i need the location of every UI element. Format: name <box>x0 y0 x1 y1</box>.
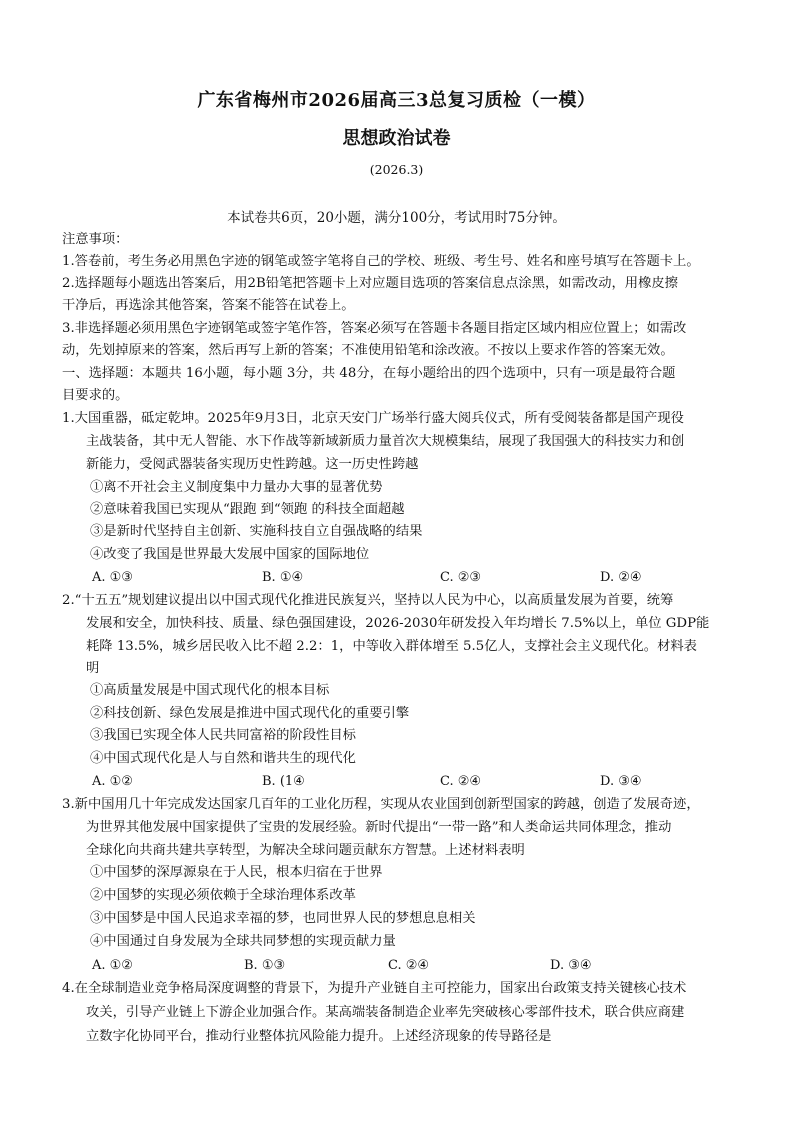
question-2-stem: 2.“十五五”规划建议提出以中国式现代化推进民族复兴，坚持以人民为中心，以高质量发展为首要，统筹 <box>62 593 674 608</box>
question-1-statement: ④改变了我国是世界最大发展中国家的国际地位 <box>90 547 370 562</box>
notice-heading: 注意事项： <box>62 232 129 247</box>
question-1-choice-d[interactable]: D. ②④ <box>600 570 642 585</box>
question-2-choice-a[interactable]: A. ①② <box>92 774 133 789</box>
question-2-statement: ①高质量发展是中国式现代化的根本目标 <box>90 683 330 698</box>
question-4-stem: 4.在全球制造业竞争格局深度调整的背景下，为提升产业链自主可控能力，国家出台政策支持关键核心技术 <box>62 981 687 996</box>
question-1-stem: 1.大国重器，砥定乾坤。2025年9月3日，北京天安门广场举行盛大阅兵仪式，所有受阅装备都是国产现役 <box>62 411 684 426</box>
notice-line: 1.答卷前，考生务必用黑色字迹的钢笔或签字笔将自己的学校、班级、考生号、姓名和座号填写在答题卡上。 <box>62 254 700 269</box>
question-1-choice-c[interactable]: C. ②③ <box>440 570 482 585</box>
question-2-statement: ②科技创新、绿色发展是推进中国式现代化的重要引擎 <box>90 706 410 721</box>
question-1-choice-b[interactable]: B. ①④ <box>262 570 304 585</box>
question-1-statement: ③是新时代坚持自主创新、实施科技自立自强战略的结果 <box>90 524 423 539</box>
notice-line: 3.非选择题必须用黑色字迹钢笔或签字笔作答，答案必须写在答题卡各题目指定区域内相应位置上；如需改 <box>62 321 687 336</box>
exam-intro: 本试卷共6页，20小题，满分100分，考试用时75分钟。 <box>227 210 566 226</box>
question-3-stem: 全球化向共商共建共享转型，为解决全球问题贡献东方智慧。上述材料表明 <box>86 843 525 858</box>
section-heading-cont: 目要求的。 <box>62 388 129 403</box>
question-2-choice-b[interactable]: B. (1④ <box>262 774 305 789</box>
question-3-statement: ①中国梦的深厚源泉在于人民，根本归宿在于世界 <box>90 865 383 880</box>
question-2-choice-c[interactable]: C. ②④ <box>440 774 482 789</box>
question-3-stem: 3.新中国用几十年完成发达国家几百年的工业化历程，实现从农业国到创新型国家的跨越，创造了发展奇迹， <box>62 797 700 812</box>
question-3-stem: 为世界其他发展中国家提供了宝贵的发展经验。新时代提出“一带一路”和人类命运共同体理念，推动 <box>86 820 672 835</box>
question-1-choice-a[interactable]: A. ①③ <box>92 570 133 585</box>
section-heading: 一、选择题：本题共 16小题，每小题 3分，共 48分，在每小题给出的四个选项中，只有一项是最符合题 <box>62 366 676 381</box>
notice-line: 2.选择题每小题选出答案后，用2B铅笔把答题卡上对应题目选项的答案信息点涂黑，如需改动，用橡皮擦 <box>62 276 678 291</box>
question-3-statement: ②中国梦的实现必须依赖于全球治理体系改革 <box>90 888 356 903</box>
question-1-stem: 主战装备，其中无人智能、水下作战等新域新质力量首次大规模集结，展现了我国强大的科技实力和创 <box>86 434 685 449</box>
exam-subtitle: 思想政治试卷 <box>342 128 451 149</box>
question-2-stem: 耗降 13.5%，城乡居民收入比不超 2.2：1，中等收入群体增至 5.5亿人，支撑社会主义现代化。材料表 <box>86 639 697 654</box>
question-2-stem: 发展和安全，加快科技、质量、绿色强国建设，2026-2030年研发投入年均增长 7.5%以上，单位 GDP能 <box>86 616 710 631</box>
question-1-stem: 新能力，受阅武器装备实现历史性跨越。这一历史性跨越 <box>86 457 419 472</box>
notice-line: 动，先划掉原来的答案，然后再写上新的答案；不准使用铅笔和涂改液。不按以上要求作答的答案无效。 <box>62 343 674 358</box>
question-3-statement: ③中国梦是中国人民追求幸福的梦，也同世界人民的梦想息息相关 <box>90 911 476 926</box>
question-4-stem: 立数字化协同平台，推动行业整体抗风险能力提升。上述经济现象的传导路径是 <box>86 1029 552 1044</box>
exam-title: 广东省梅州市2026届高三3总复习质检（一模） <box>197 90 596 111</box>
question-2-statement: ③我国已实现全体人民共同富裕的阶段性目标 <box>90 728 356 743</box>
notice-line: 干净后，再选涂其他答案，答案不能答在试卷上。 <box>62 298 355 313</box>
question-3-choice-b[interactable]: B. ①③ <box>244 958 286 973</box>
question-4-stem: 攻关，引导产业链上下游企业加强合作。某高端装备制造企业率先突破核心零部件技术，联合供应商建 <box>86 1005 685 1020</box>
question-3-statement: ④中国通过自身发展为全球共同梦想的实现贡献力量 <box>90 934 396 949</box>
question-1-statement: ②意味着我国已实现从“跟跑 到“领跑 的科技全面超越 <box>90 502 405 517</box>
question-2-statement: ④中国式现代化是人与自然和谐共生的现代化 <box>90 751 356 766</box>
question-2-stem: 明 <box>86 661 100 676</box>
question-3-choice-a[interactable]: A. ①② <box>92 958 133 973</box>
question-1-statement: ①离不开社会主义制度集中力量办大事的显著优势 <box>90 480 383 495</box>
question-3-choice-c[interactable]: C. ②④ <box>388 958 430 973</box>
exam-date: (2026.3) <box>369 162 424 177</box>
question-2-choice-d[interactable]: D. ③④ <box>600 774 642 789</box>
question-3-choice-d[interactable]: D. ③④ <box>550 958 592 973</box>
